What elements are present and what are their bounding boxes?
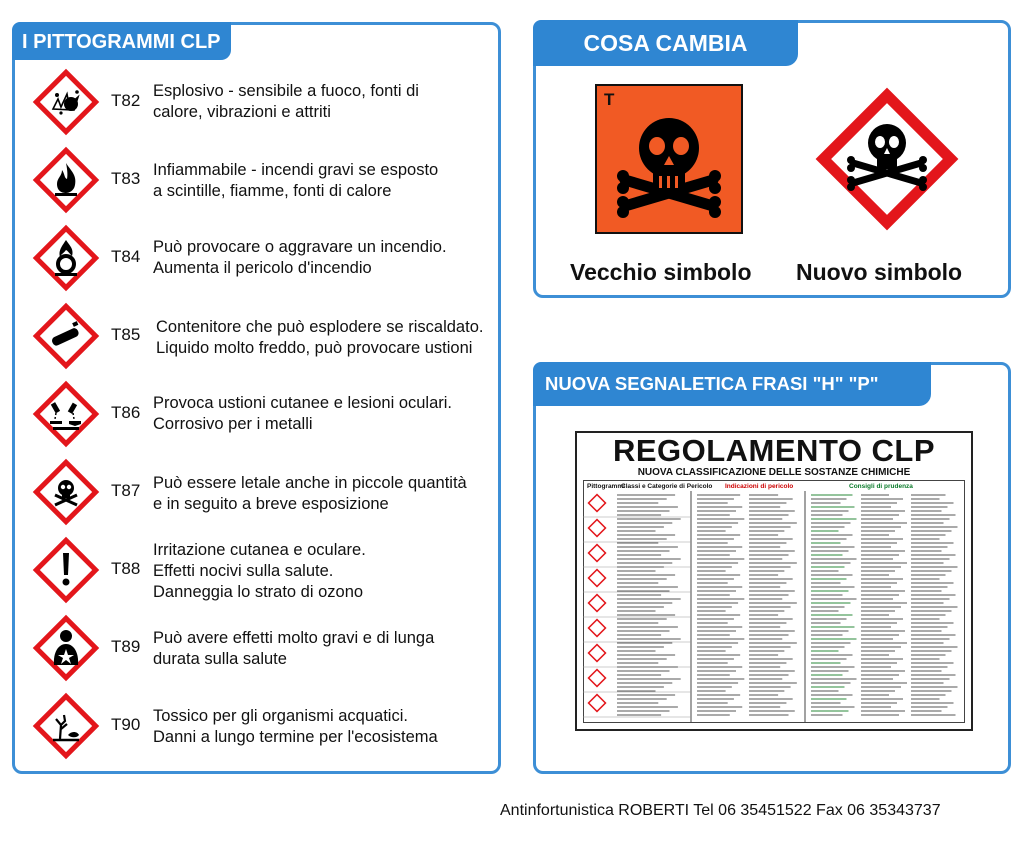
list-item [25, 535, 495, 611]
pictogram-description: Può essere letale anche in piccole quantità e in seguito a breve esposizione [153, 474, 467, 513]
footer-contact: Antinfortunistica ROBERTI Tel 06 35451522 Fax 06 35343737 [500, 802, 941, 819]
ghs-skull-icon [811, 83, 963, 235]
gas-cylinder-icon [31, 301, 101, 371]
flame-icon [31, 145, 101, 215]
list-item [25, 379, 495, 455]
signage-panel-title: NUOVA SEGNALETICA FRASI "H" "P" [533, 362, 931, 406]
flame-over-circle-icon [31, 223, 101, 293]
new-symbol-caption: Nuovo simbolo [796, 259, 963, 285]
list-item [25, 691, 495, 767]
list-item [25, 457, 495, 533]
list-item [25, 301, 495, 377]
skull-crossbones-icon [611, 102, 727, 218]
pictogram-description: Può avere effetti molto gravi e di lunga durata sulla salute [153, 629, 435, 668]
poster-pictogram-icon [589, 545, 606, 562]
poster-body-graphic [583, 491, 967, 723]
poster-col-advice: Consigli di prudenza [849, 483, 913, 490]
list-item [25, 223, 495, 299]
poster-pictogram-icon [589, 495, 606, 512]
poster-pictogram-icon [589, 520, 606, 537]
pictogram-description: Irritazione cutanea e oculare. Effetti nocivi sulla salute. Danneggia lo strato di ozono [153, 541, 366, 601]
poster-pictogram-icon [589, 570, 606, 587]
list-item [25, 145, 495, 221]
pictogram-code: T89 [111, 637, 141, 656]
what-changes-title: COSA CAMBIA [533, 20, 798, 66]
pictogram-description: Contenitore che può esplodere se riscaldato. Liquido molto freddo, può provocare ustioni [156, 318, 484, 357]
poster-pictogram-icon [589, 695, 606, 712]
list-item [25, 67, 495, 143]
poster-subtitle: NUOVA CLASSIFICAZIONE DELLE SOSTANZE CHIMICHE [637, 467, 911, 478]
clp-regulation-poster [575, 431, 973, 731]
pictogram-code: T84 [111, 247, 141, 266]
pictogram-description: Esplosivo - sensibile a fuoco, fonti di calore, vibrazioni e attriti [153, 82, 419, 121]
skull-crossbones-icon [31, 457, 101, 527]
poster-pictogram-icon [589, 595, 606, 612]
poster-pictogram-icon [589, 645, 606, 662]
pictogram-code: T83 [111, 169, 141, 188]
exclamation-mark-icon [31, 535, 101, 605]
signage-panel [533, 362, 1011, 774]
pictogram-description: Infiammabile - incendi gravi se esposto a scintille, fiamme, fonti di calore [153, 161, 439, 200]
pictogram-code: T86 [111, 403, 141, 422]
poster-pictogram-icon [589, 620, 606, 637]
pictogram-code: T85 [111, 325, 141, 344]
old-symbol [595, 84, 743, 234]
what-changes-panel [533, 20, 1011, 298]
corrosion-icon [31, 379, 101, 449]
pictogram-description: Tossico per gli organismi acquatici. Danni a lungo termine per l'ecosistema [153, 707, 438, 746]
list-item [25, 613, 495, 689]
health-hazard-icon [31, 613, 101, 683]
pictogram-code: T90 [111, 715, 141, 734]
poster-pictogram-icon [589, 670, 606, 687]
explosive-icon [31, 67, 101, 137]
environment-icon [31, 691, 101, 761]
poster-title: REGOLAMENTO CLP [612, 433, 936, 468]
pictogram-code: T88 [111, 559, 141, 578]
pictogram-code: T82 [111, 91, 141, 110]
pictogram-description: Provoca ustioni cutanee e lesioni oculari. Corrosivo per i metalli [153, 394, 453, 433]
pictogram-description: Può provocare o aggravare un incendio. Aumenta il pericolo d'incendio [153, 238, 447, 277]
old-symbol-letter: T [604, 90, 615, 109]
pictograms-panel-title: I PITTOGRAMMI CLP [12, 22, 231, 60]
poster-col-hazard: Indicazioni di pericolo [725, 483, 794, 490]
pictogram-code: T87 [111, 481, 141, 500]
poster-col-classes: Classi e Categorie di Pericolo [621, 483, 713, 490]
old-symbol-caption: Vecchio simbolo [570, 259, 752, 285]
poster-col-pictograms: Pittogrammi [587, 483, 625, 490]
pictograms-panel [12, 22, 501, 774]
